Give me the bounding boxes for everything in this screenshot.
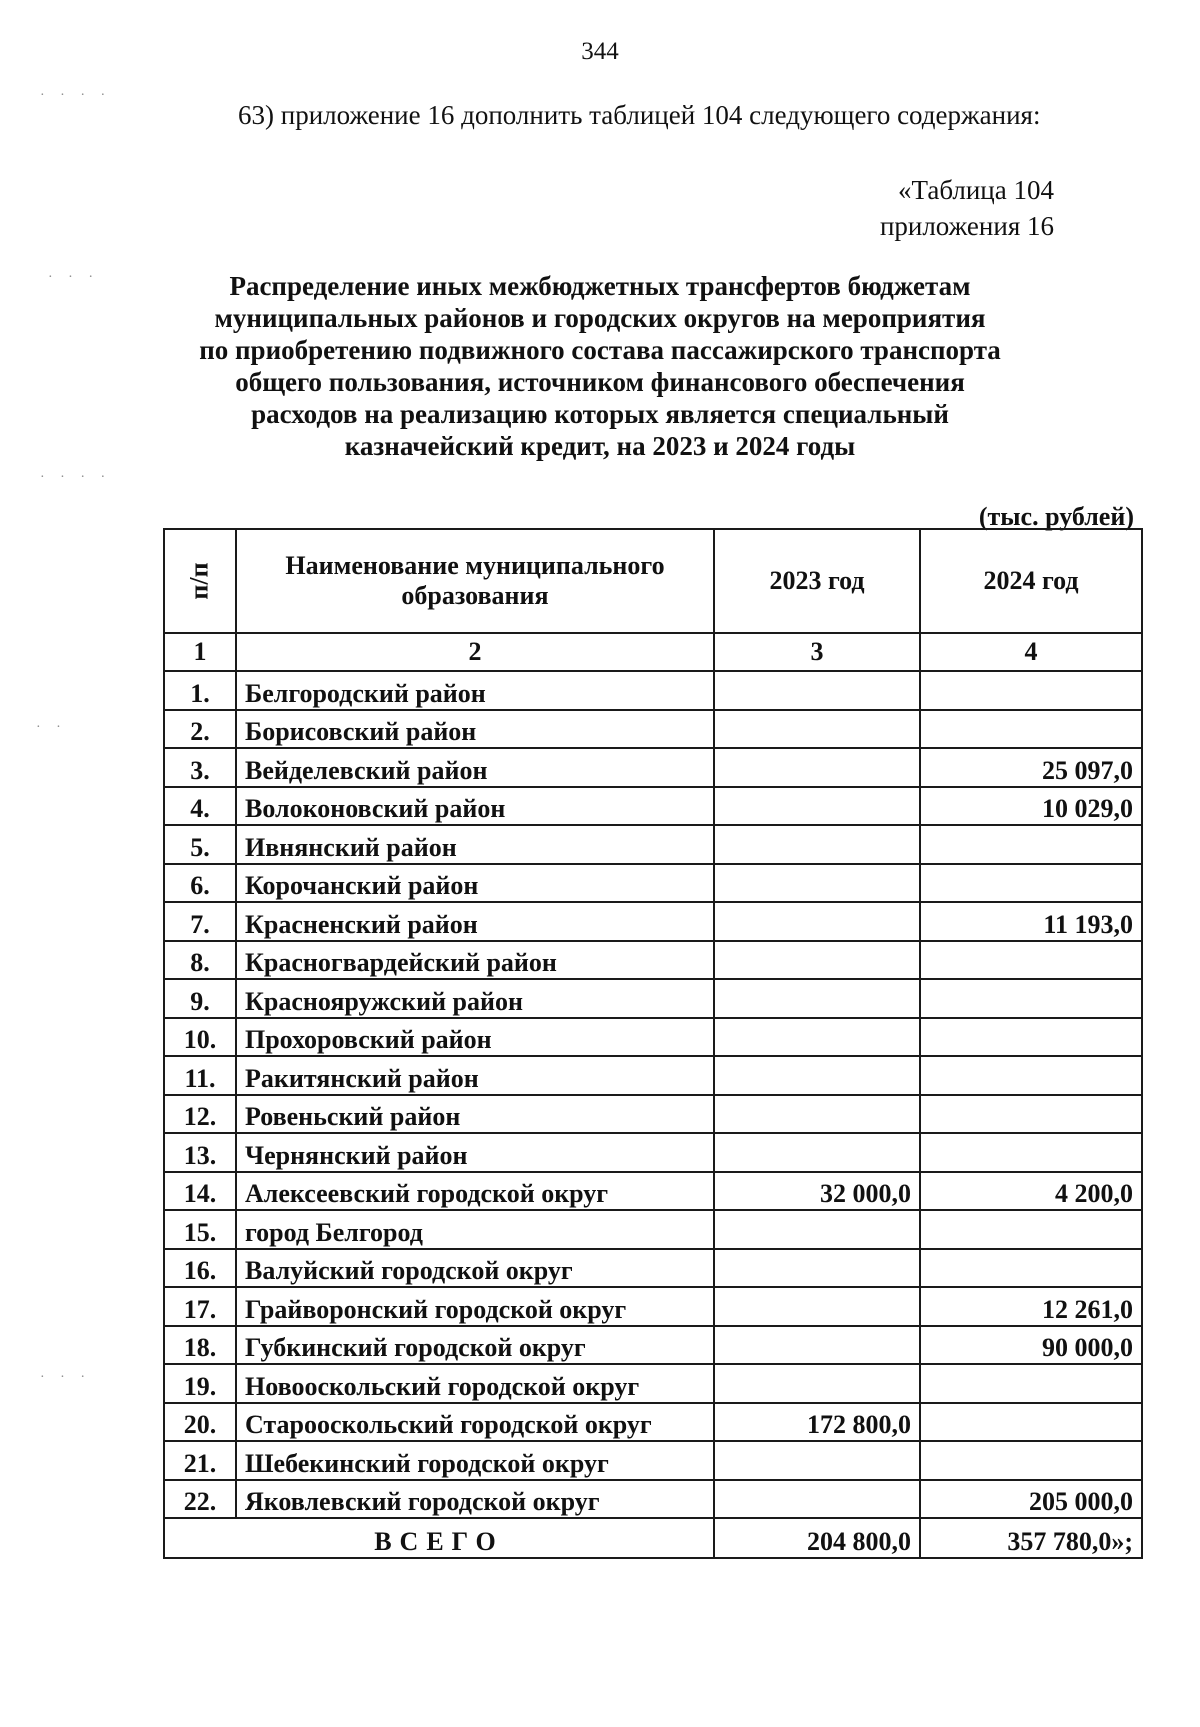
title-line: Распределение иных межбюджетных трансфертов бюджетам bbox=[229, 271, 971, 301]
table-header-row bbox=[164, 529, 1142, 633]
row-number: 22. bbox=[164, 1480, 236, 1519]
value-2023 bbox=[714, 1249, 920, 1288]
table-row bbox=[164, 1441, 1142, 1480]
value-2024 bbox=[920, 1403, 1142, 1442]
municipality-name: Борисовский район bbox=[236, 710, 714, 749]
value-2023: 32 000,0 bbox=[714, 1172, 920, 1211]
value-2024 bbox=[920, 671, 1142, 710]
value-2024: 4 200,0 bbox=[920, 1172, 1142, 1211]
units-label: (тыс. рублей) bbox=[978, 502, 1134, 531]
value-2023 bbox=[714, 787, 920, 826]
header-number: п/п bbox=[164, 529, 236, 633]
column-number: 1 bbox=[164, 633, 236, 671]
title-line: общего пользования, источником финансового обеспечения bbox=[235, 367, 965, 397]
page-number: 344 bbox=[581, 38, 619, 65]
row-number: 7. bbox=[164, 902, 236, 941]
column-number-row bbox=[164, 633, 1142, 671]
table-row bbox=[164, 1287, 1142, 1326]
row-number: 16. bbox=[164, 1249, 236, 1288]
table-row bbox=[164, 1172, 1142, 1211]
table-row bbox=[164, 671, 1142, 710]
table-row bbox=[164, 1480, 1142, 1519]
municipality-name: Чернянский район bbox=[236, 1133, 714, 1172]
value-2023 bbox=[714, 748, 920, 787]
municipality-name: Прохоровский район bbox=[236, 1018, 714, 1057]
municipality-name: Волоконовский район bbox=[236, 787, 714, 826]
value-2023 bbox=[714, 710, 920, 749]
value-2024 bbox=[920, 1364, 1142, 1403]
row-number: 1. bbox=[164, 671, 236, 710]
municipality-name: Красненский район bbox=[236, 902, 714, 941]
table-row bbox=[164, 1403, 1142, 1442]
value-2023 bbox=[714, 902, 920, 941]
row-number: 10. bbox=[164, 1018, 236, 1057]
value-2023 bbox=[714, 1056, 920, 1095]
row-number: 15. bbox=[164, 1210, 236, 1249]
municipality-name: Вейделевский район bbox=[236, 748, 714, 787]
municipality-name: Губкинский городской округ bbox=[236, 1326, 714, 1365]
value-2024 bbox=[920, 1056, 1142, 1095]
table-row bbox=[164, 825, 1142, 864]
municipality-name: город Белгород bbox=[236, 1210, 714, 1249]
value-2024 bbox=[920, 941, 1142, 980]
total-2023: 204 800,0 bbox=[714, 1518, 920, 1558]
row-number: 14. bbox=[164, 1172, 236, 1211]
value-2024: 205 000,0 bbox=[920, 1480, 1142, 1519]
value-2024 bbox=[920, 1210, 1142, 1249]
row-number: 19. bbox=[164, 1364, 236, 1403]
value-2023 bbox=[714, 671, 920, 710]
municipality-name: Новооскольский городской округ bbox=[236, 1364, 714, 1403]
municipality-name: Красногвардейский район bbox=[236, 941, 714, 980]
municipality-name: Ровеньский район bbox=[236, 1095, 714, 1134]
table-row bbox=[164, 787, 1142, 826]
row-number: 20. bbox=[164, 1403, 236, 1442]
municipality-name: Белгородский район bbox=[236, 671, 714, 710]
municipality-name: Ракитянский район bbox=[236, 1056, 714, 1095]
municipality-name: Краснояружский район bbox=[236, 979, 714, 1018]
value-2024: 90 000,0 bbox=[920, 1326, 1142, 1365]
table-row bbox=[164, 1056, 1142, 1095]
row-number: 2. bbox=[164, 710, 236, 749]
value-2024: 10 029,0 bbox=[920, 787, 1142, 826]
table-row bbox=[164, 1095, 1142, 1134]
value-2023 bbox=[714, 1133, 920, 1172]
row-number: 13. bbox=[164, 1133, 236, 1172]
title-line: казначейский кредит, на 2023 и 2024 годы bbox=[344, 431, 856, 461]
table-row bbox=[164, 1133, 1142, 1172]
value-2023 bbox=[714, 825, 920, 864]
header-2023: 2023 год bbox=[714, 529, 920, 633]
value-2023 bbox=[714, 979, 920, 1018]
row-number: 8. bbox=[164, 941, 236, 980]
table-row bbox=[164, 1249, 1142, 1288]
value-2023 bbox=[714, 941, 920, 980]
row-number: 11. bbox=[164, 1056, 236, 1095]
total-2024: 357 780,0»; bbox=[920, 1518, 1142, 1558]
table-reference-line-1: «Таблица 104 bbox=[898, 175, 1054, 205]
title-line: муниципальных районов и городских округов на мероприятия bbox=[214, 303, 986, 333]
row-number: 6. bbox=[164, 864, 236, 903]
municipality-name: Корочанский район bbox=[236, 864, 714, 903]
title-line: по приобретению подвижного состава пассажирского транспорта bbox=[199, 335, 1001, 365]
row-number: 9. bbox=[164, 979, 236, 1018]
total-row bbox=[164, 1518, 1142, 1558]
row-number: 18. bbox=[164, 1326, 236, 1365]
value-2024: 12 261,0 bbox=[920, 1287, 1142, 1326]
table-row bbox=[164, 1210, 1142, 1249]
distribution-table bbox=[163, 528, 1143, 1559]
scan-speckle: · · · bbox=[40, 1370, 91, 1385]
table-row bbox=[164, 748, 1142, 787]
value-2024 bbox=[920, 825, 1142, 864]
row-number: 4. bbox=[164, 787, 236, 826]
table-row bbox=[164, 1018, 1142, 1057]
table-reference bbox=[880, 172, 1054, 244]
column-number: 2 bbox=[236, 633, 714, 671]
table-row bbox=[164, 1364, 1142, 1403]
value-2024 bbox=[920, 979, 1142, 1018]
total-label: ВСЕГО bbox=[164, 1518, 714, 1558]
document-title bbox=[180, 270, 1020, 462]
value-2023 bbox=[714, 1018, 920, 1057]
scan-speckle: · · bbox=[36, 720, 67, 735]
row-number: 5. bbox=[164, 825, 236, 864]
table-row bbox=[164, 979, 1142, 1018]
municipality-name: Валуйский городской округ bbox=[236, 1249, 714, 1288]
table-row bbox=[164, 1326, 1142, 1365]
row-number: 21. bbox=[164, 1441, 236, 1480]
scan-speckle: · · · bbox=[48, 270, 99, 285]
column-number: 3 bbox=[714, 633, 920, 671]
row-number: 12. bbox=[164, 1095, 236, 1134]
title-line: расходов на реализацию которых является специальный bbox=[251, 399, 949, 429]
header-2024: 2024 год bbox=[920, 529, 1142, 633]
value-2024 bbox=[920, 1018, 1142, 1057]
value-2023 bbox=[714, 1480, 920, 1519]
value-2024 bbox=[920, 864, 1142, 903]
municipality-name: Грайворонский городской округ bbox=[236, 1287, 714, 1326]
table-reference-line-2: приложения 16 bbox=[879, 211, 1054, 241]
table-row bbox=[164, 710, 1142, 749]
municipality-name: Ивнянский район bbox=[236, 825, 714, 864]
scan-speckle: · · · · bbox=[40, 470, 112, 485]
value-2024: 11 193,0 bbox=[920, 902, 1142, 941]
table-row bbox=[164, 902, 1142, 941]
value-2023 bbox=[714, 1364, 920, 1403]
municipality-name: Алексеевский городской округ bbox=[236, 1172, 714, 1211]
municipality-name: Старооскольский городской округ bbox=[236, 1403, 714, 1442]
header-municipality: Наименование муниципального образования bbox=[236, 529, 714, 633]
amendment-text: 63) приложение 16 дополнить таблицей 104 следующего содержания: bbox=[238, 100, 1041, 130]
value-2023 bbox=[714, 1287, 920, 1326]
row-number: 17. bbox=[164, 1287, 236, 1326]
value-2024 bbox=[920, 710, 1142, 749]
value-2023: 172 800,0 bbox=[714, 1403, 920, 1442]
value-2023 bbox=[714, 1210, 920, 1249]
value-2023 bbox=[714, 1095, 920, 1134]
value-2024 bbox=[920, 1133, 1142, 1172]
scan-speckle: · · · · bbox=[40, 88, 112, 103]
table-row bbox=[164, 864, 1142, 903]
value-2024 bbox=[920, 1095, 1142, 1134]
value-2023 bbox=[714, 1326, 920, 1365]
column-number: 4 bbox=[920, 633, 1142, 671]
value-2023 bbox=[714, 1441, 920, 1480]
value-2024: 25 097,0 bbox=[920, 748, 1142, 787]
municipality-name: Яковлевский городской округ bbox=[236, 1480, 714, 1519]
value-2024 bbox=[920, 1249, 1142, 1288]
value-2024 bbox=[920, 1441, 1142, 1480]
row-number: 3. bbox=[164, 748, 236, 787]
municipality-name: Шебекинский городской округ bbox=[236, 1441, 714, 1480]
table-row bbox=[164, 941, 1142, 980]
value-2023 bbox=[714, 864, 920, 903]
